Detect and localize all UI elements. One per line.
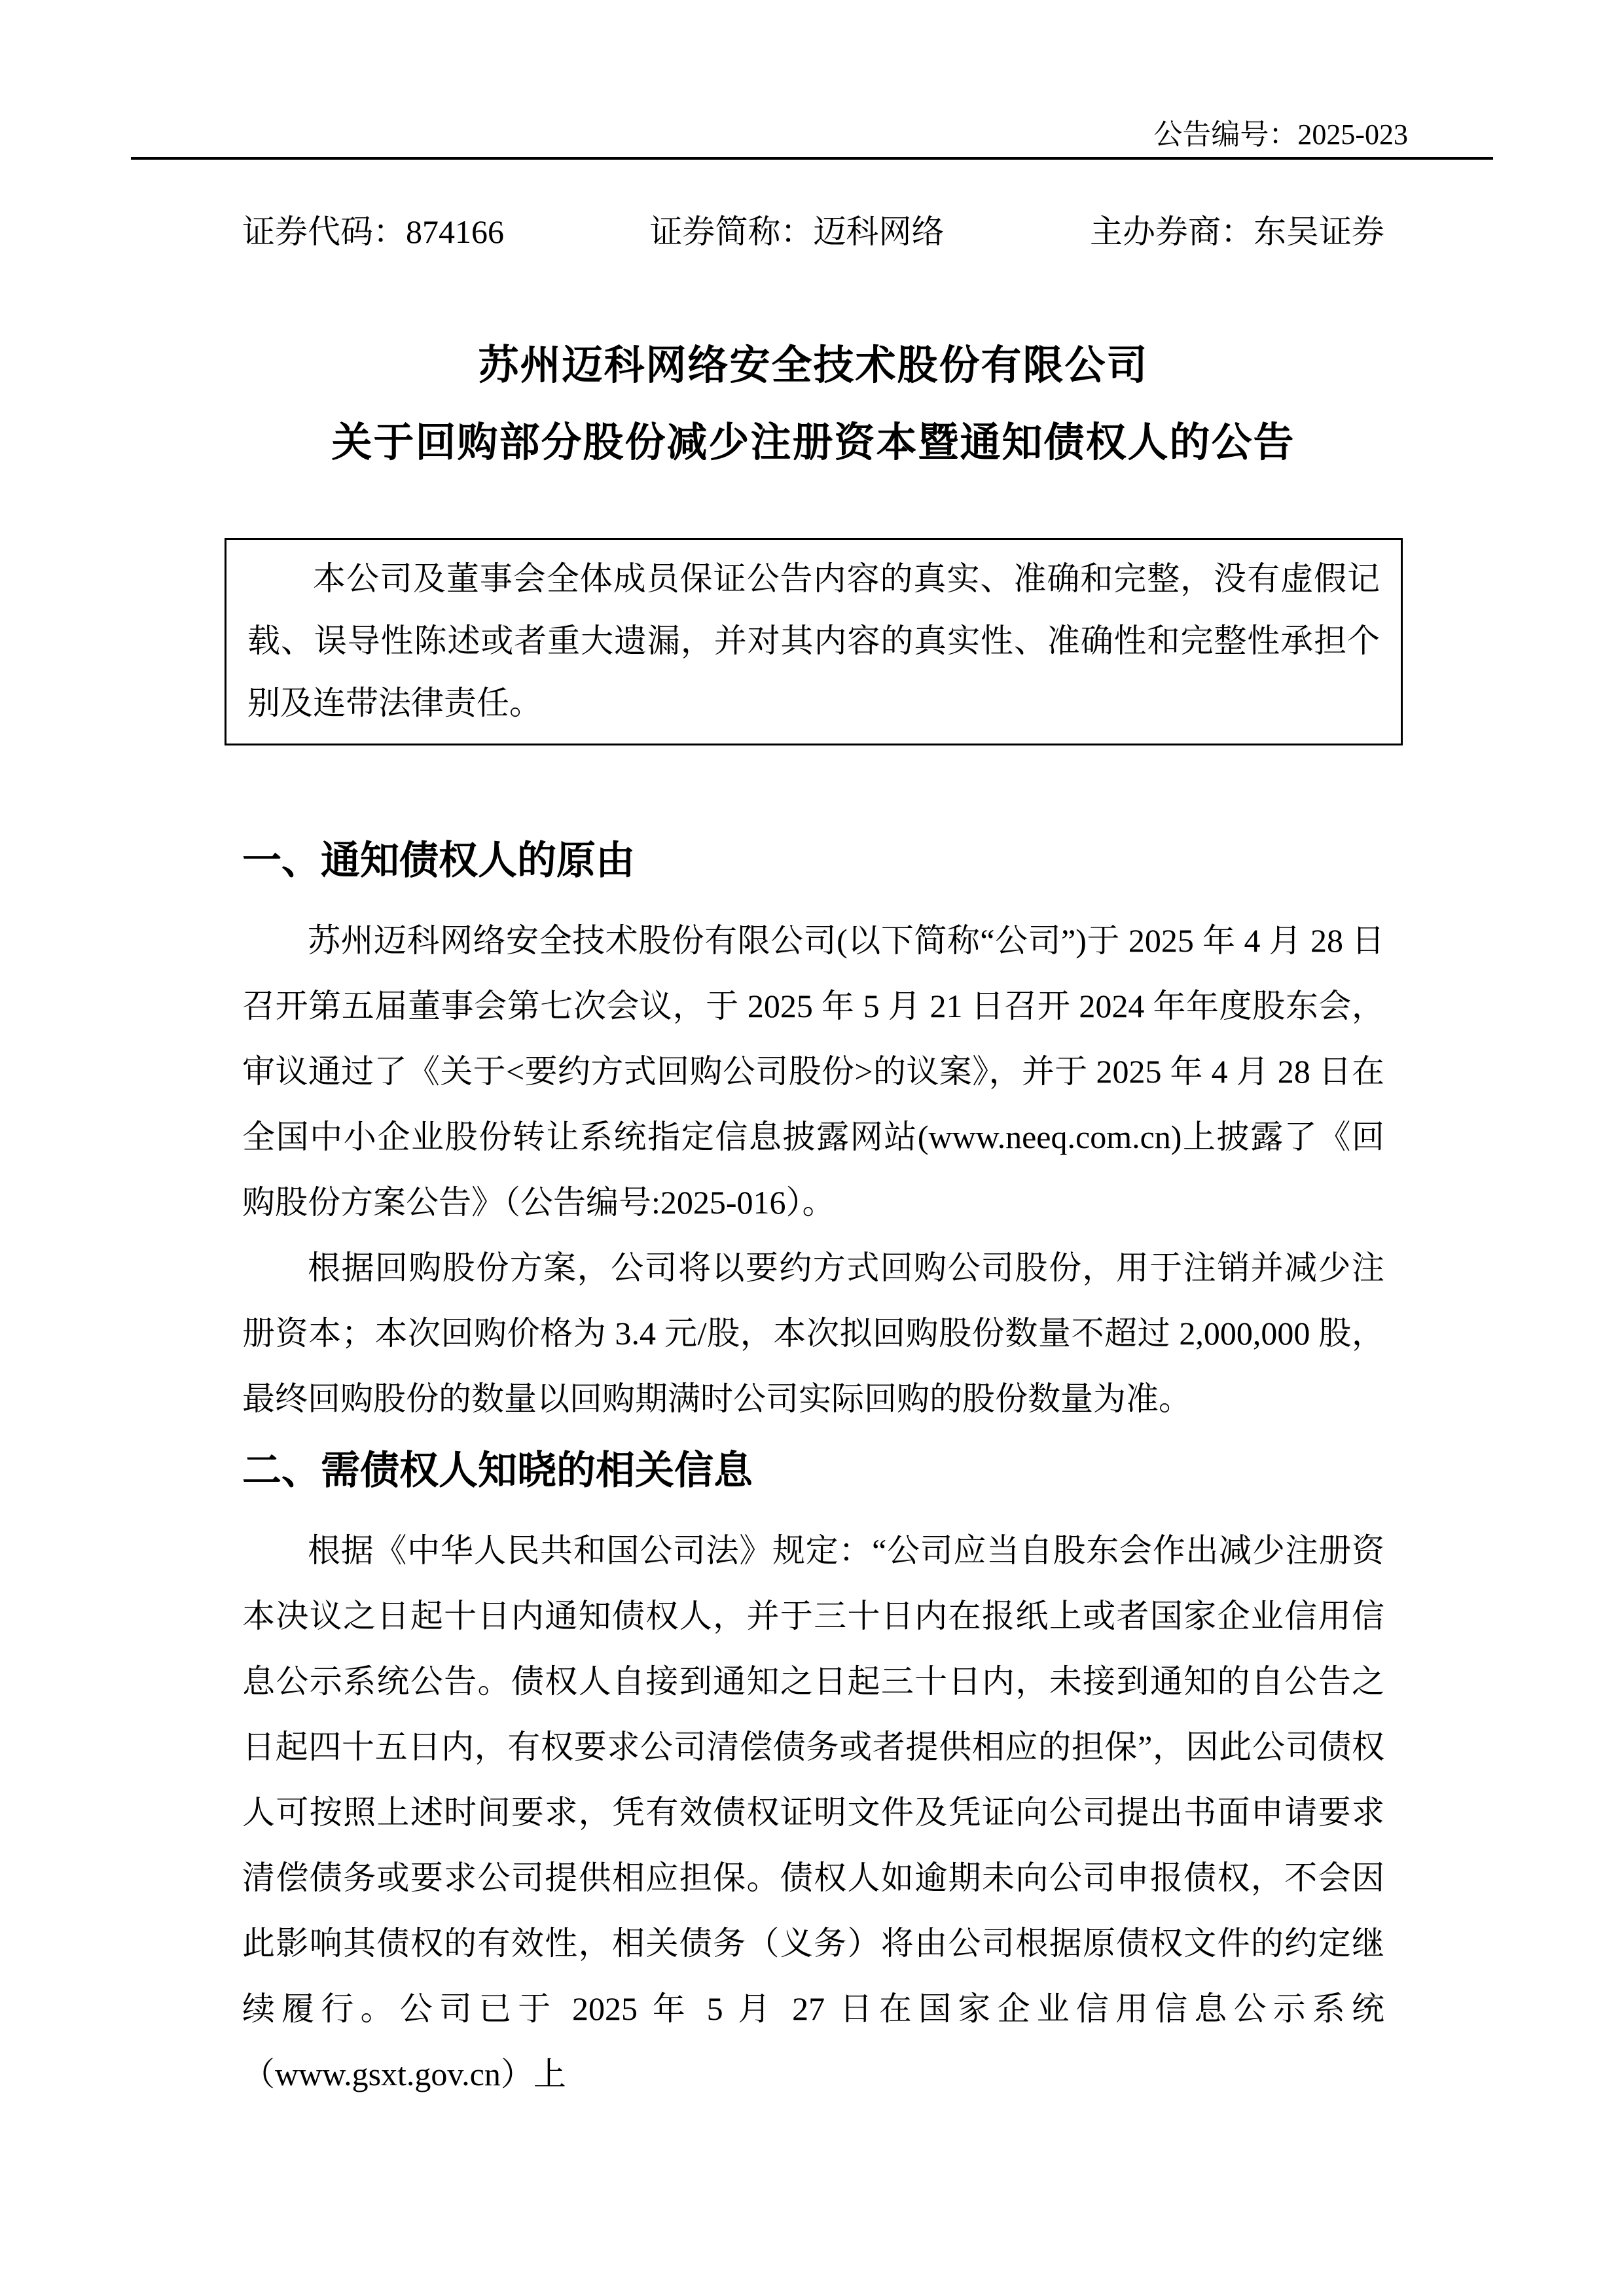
section-2-paragraph-1: 根据《中华人民共和国公司法》规定：“公司应当自股东会作出减少注册资本决议之日起十日内通知债权人，并于三十日内在报纸上或者国家企业信用信息公示系统公告。债权人自接到通知之日起三十日内，未接到通知的自公告之日起四十五日内，有权要求公司清偿债务或者提供相应的担保”，因此公司债权人可按照上述时间要求，凭有效债权证明文件及凭证向公司提出书面申请要求清偿债务或要求公司提供相应担保。债权人如逾期未向公司申报债权，不会因此影响其债权的有效性，相关债务（义务）将由公司根据原债权文件的约定继续履行。公司已于 2025 年 5 月 27 日在国家企业信用信息公示系统（www.gsxt.gov.cn）上: [242, 1532, 1384, 2092]
section-1-paragraph-1: 苏州迈科网络安全技术股份有限公司(以下简称“公司”)于 2025 年 4 月 28 日召开第五届董事会第七次会议，于 2025 年 5 月 21 日召开 2024 年年度股东会，审议通过了《关于<要约方式回购公司股份>的议案》，并于 2025 年 4 月 28 日在全国中小企业股份转让系统指定信息披露网站(www.neeq.com.cn)上披露了《回购股份方案公告》（公告编号:2025-016）。: [242, 922, 1384, 1221]
company-name-title: 苏州迈科网络安全技术股份有限公司: [478, 344, 1149, 388]
announcement-title: 关于回购部分股份减少注册资本暨通知债权人的公告: [331, 421, 1295, 465]
announcement-number: 公告编号：2025-023: [1153, 118, 1408, 151]
section-1-heading: 一、通知债权人的原由: [242, 839, 635, 882]
stock-code: 证券代码：874166: [242, 213, 504, 250]
securities-meta-row: [242, 213, 1384, 251]
section-2-heading: 二、需债权人知晓的相关信息: [242, 1449, 753, 1492]
stock-short-name: 证券简称：迈科网络: [649, 213, 945, 250]
disclaimer-text: 本公司及董事会全体成员保证公告内容的真实、准确和完整，没有虚假记载、误导性陈述或者重大遗漏，并对其内容的真实性、准确性和完整性承担个别及连带法律责任。: [247, 560, 1380, 721]
disclaimer-box: [225, 538, 1403, 745]
header-divider: [131, 157, 1493, 160]
sponsor-broker: 主办券商：东吴证券: [1090, 213, 1384, 250]
section-1-paragraph-2: 根据回购股份方案，公司将以要约方式回购公司股份，用于注销并减少注册资本；本次回购价格为 3.4 元/股，本次拟回购股份数量不超过 2,000,000 股，最终回购股份的数量以回购期满时公司实际回购的股份数量为准。: [242, 1249, 1384, 1417]
